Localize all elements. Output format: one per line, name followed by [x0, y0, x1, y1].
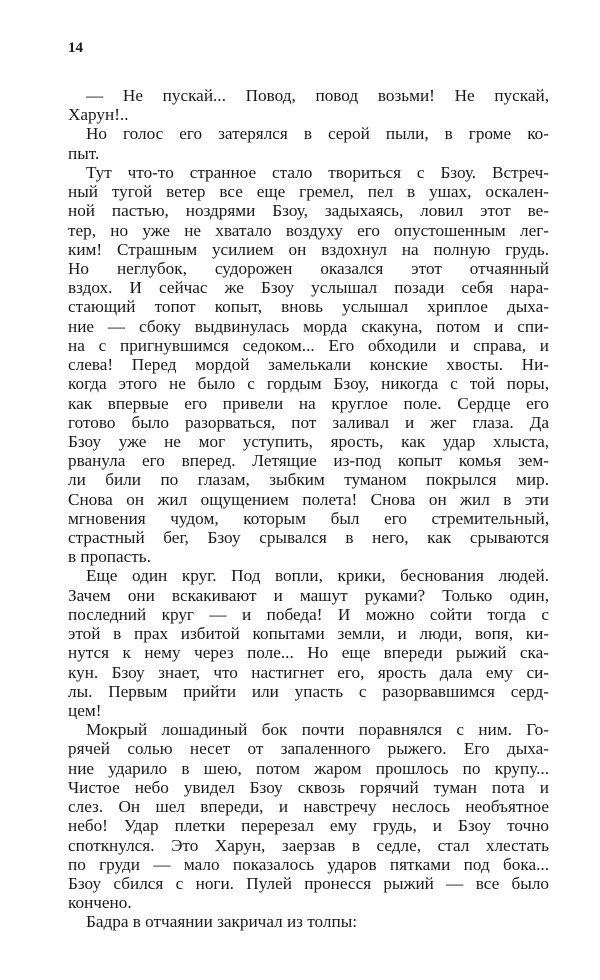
- text-line: как впервые его привели на круглое поле. Сердце его: [68, 393, 549, 413]
- text-line: Снова он жил ощущением полета! Снова он жил в эти: [68, 489, 549, 509]
- text-line: Бадра в отчаянии закричал из толпы:: [86, 912, 358, 932]
- text-line: цем!: [68, 701, 102, 720]
- text-line: этой в прах избитой копытами земли, и люди, вопя, ки-: [68, 624, 549, 644]
- text-line: Тут что-то странное стало твориться с Бзоу. Встреч-: [86, 162, 549, 182]
- text-line: слез. Он шел впереди, и навстречу неслось необъятное: [68, 797, 549, 817]
- text-line: ной пастью, ноздрями Бзоу, задыхаясь, ловил этот ве-: [68, 201, 549, 221]
- text-line: споткнулся. Это Харун, заерзав в седле, стал хлестать: [68, 835, 549, 855]
- text-line: Но неглубок, судорожен оказался этот отчаянный: [68, 258, 549, 278]
- text-line: тер, но уже не хватало воздуху его опустошенным лег-: [68, 220, 549, 240]
- text-line: Харун!..: [68, 105, 129, 125]
- page-number: 14: [68, 40, 83, 56]
- text-line: небо! Удар плетки перерезал ему грудь, и Бзоу точно: [68, 816, 549, 836]
- text-line: Мокрый лошадиный бок почти поравнялся с ним. Го-: [86, 720, 549, 740]
- text-line: кончено.: [68, 893, 132, 913]
- text-line: кун. Бзоу знает, что настигнет его, ярость дала ему си-: [68, 662, 549, 682]
- text-line: нутся к нему через поле... Но еще впереди рыжий ска-: [68, 643, 549, 663]
- text-line: ние ударило в шею, потом жаром прошлось по крупу...: [68, 758, 549, 778]
- text-line: готово было разорваться, пот заливал и жег глаза. Да: [68, 412, 549, 432]
- text-line: пыт.: [68, 143, 100, 163]
- text-line: страстный бег, Бзоу срывался в него, как срываются: [68, 528, 549, 548]
- text-line: — Не пускай... Повод, повод возьми! Не пускай,: [86, 86, 549, 105]
- text-line: мгновения чудом, которым был его стремительный,: [68, 508, 549, 528]
- body-text: [68, 86, 549, 932]
- text-line: Еще один круг. Под вопли, крики, беснования людей.: [86, 566, 549, 586]
- text-line: Но голос его затерялся в серой пыли, в громе ко-: [86, 124, 549, 144]
- text-line: в пропасть.: [68, 547, 151, 567]
- text-line: вздох. И сейчас же Бзоу услышал позади себя нара-: [68, 278, 549, 298]
- text-line: слева! Перед мордой замелькали конские хвосты. Ни-: [68, 355, 549, 375]
- text-line: стающий топот копыт, вновь услышал хриплое дыха-: [68, 297, 549, 317]
- text-line: ние — сбоку выдвинулась морда скакуна, потом и спи-: [68, 316, 549, 336]
- text-line: рячей солью несет от запаленного рыжего. Его дыха-: [68, 739, 549, 759]
- text-line: лы. Первым прийти или упасть с разорвавшимся серд-: [68, 681, 549, 701]
- text-line: последний круг — и победа! И можно сойти тогда с: [68, 604, 549, 624]
- text-line: рванула его вперед. Летящие из-под копыт комья зем-: [68, 451, 549, 471]
- text-line: Бзоу сбился с ноги. Пулей пронесся рыжий — все было: [68, 873, 549, 893]
- text-line: Бзоу уже не мог уступить, ярость, как удар хлыста,: [68, 431, 549, 451]
- text-line: ный тугой ветер все еще гремел, пел в ушах, оскален-: [68, 182, 549, 202]
- text-line: Чистое небо увидел Бзоу сквозь горячий туман пота и: [68, 777, 549, 797]
- text-line: на с пригнувшимся седоком... Его обходили и справа, и: [68, 335, 549, 355]
- text-line: когда этого не было с гордым Бзоу, никогда с той поры,: [68, 374, 549, 394]
- text-line: ким! Страшным усилием он вздохнул на полную грудь.: [68, 239, 549, 259]
- text-line: ли били по глазам, зыбким туманом покрылся мир.: [68, 470, 549, 490]
- text-line: по груди — мало показалось ударов пятками под бока...: [68, 854, 549, 874]
- text-line: Зачем они вскакивают и машут руками? Только один,: [68, 585, 549, 605]
